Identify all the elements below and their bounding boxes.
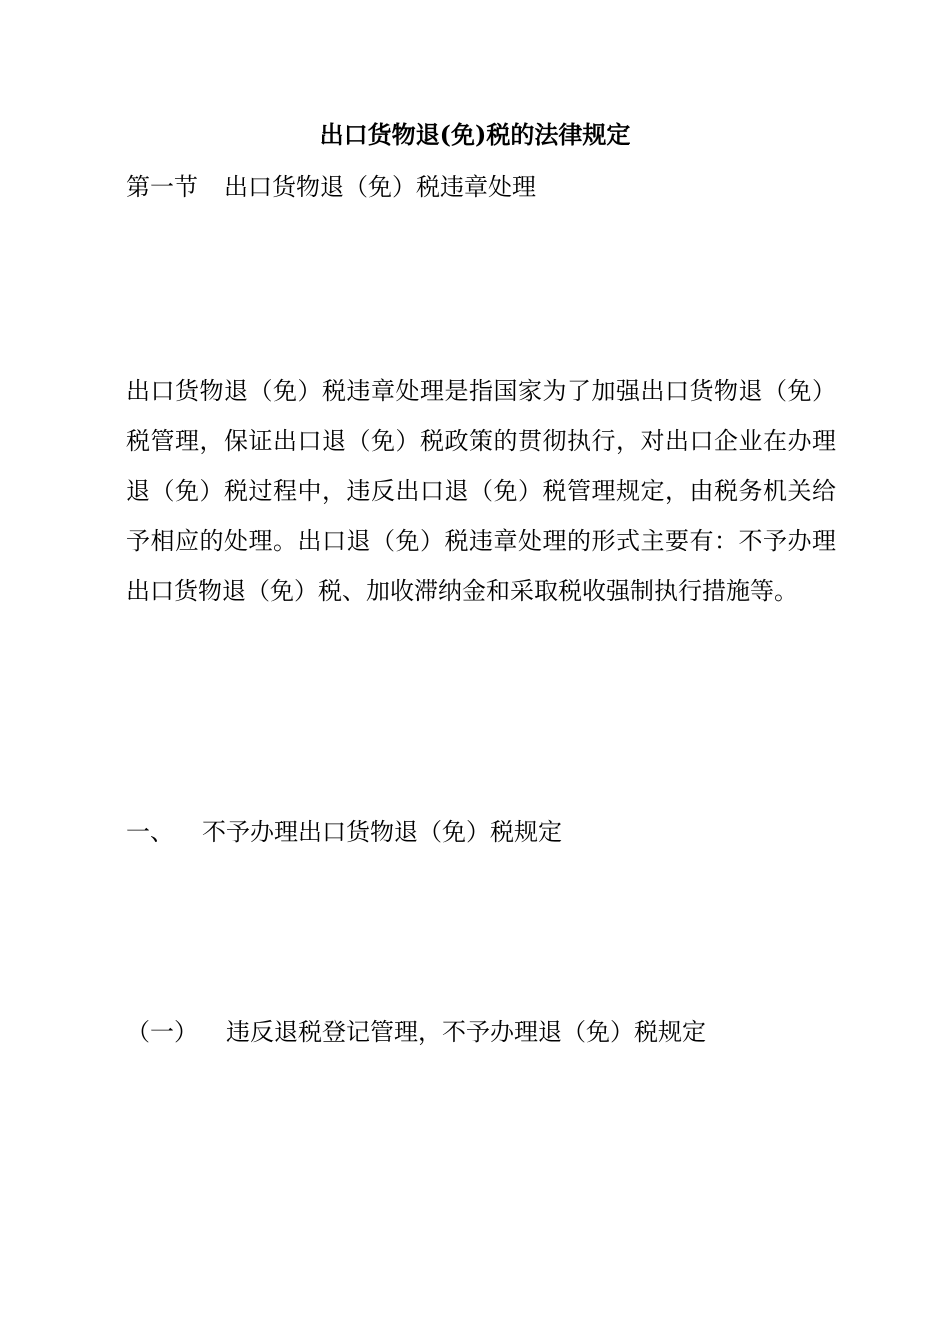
intro-paragraph: 出口货物退（免）税违章处理是指国家为了加强出口货物退（免）税管理，保证出口退（免）税政策的贯彻执行，对出口企业在办理退（免）税过程中，违反出口退（免）税管理规定，由税务机关给予相应的处理。出口退（免）税违章处理的形式主要有：不予办理出口货物退（免）税、加收滞纳金和采取税收强制执行措施等。: [126, 377, 836, 605]
section-title: 出口货物退（免）税违章处理: [224, 173, 536, 201]
subitem-title: 违反退税登记管理，不予办理退（免）税规定: [226, 1018, 706, 1046]
item-title: 不予办理出口货物退（免）税规定: [202, 818, 562, 846]
item-number: 一、: [126, 818, 174, 846]
subitem-number: （一）: [126, 1018, 198, 1046]
document-title: 出口货物退(免)税的法律规定: [319, 120, 631, 149]
subitem-heading: [126, 1015, 706, 1049]
section-heading: [126, 170, 536, 204]
section-number: 第一节: [126, 173, 198, 201]
item-heading: [126, 815, 562, 849]
